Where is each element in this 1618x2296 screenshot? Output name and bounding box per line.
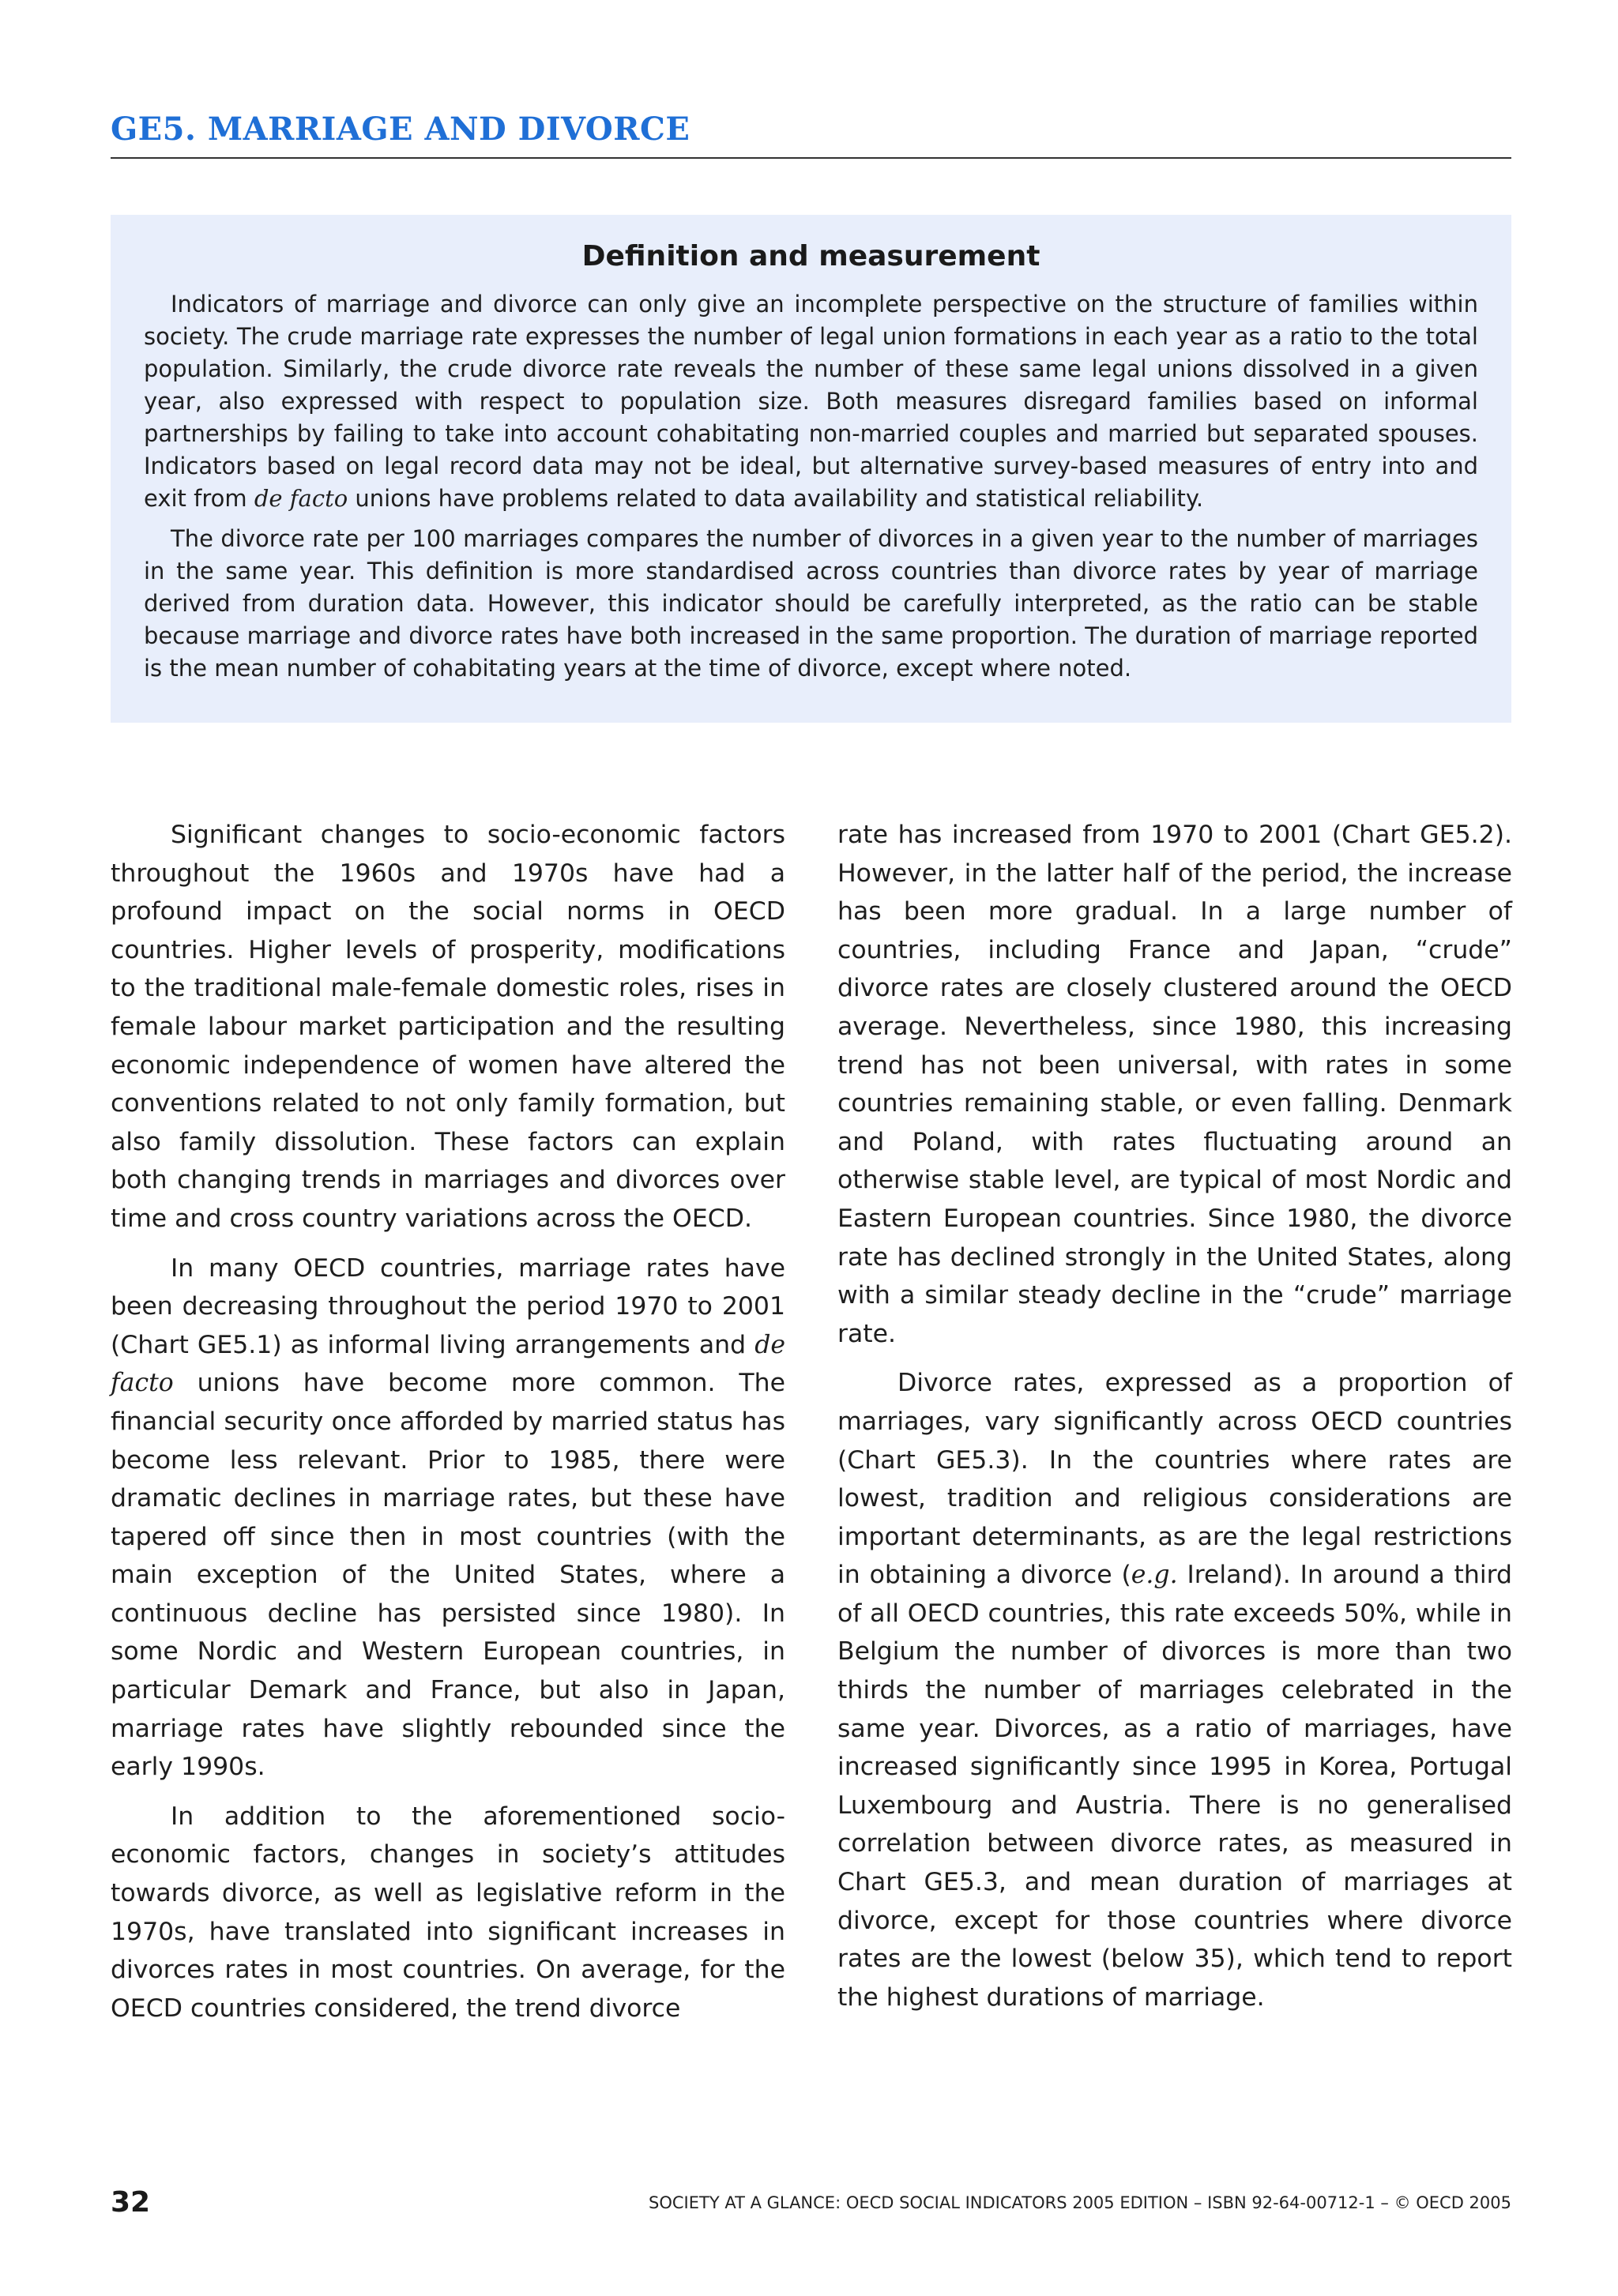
body-paragraph-1: Significant changes to socio-economic factors throughout the 1960s and 1970s have had a profound impact on the social norms in OECD countries. Higher levels of prosperity, modifications to the traditional male-female domestic roles, rises in female labour market participation and the resulting economic independence of women have altered the conventions related to not only family formation, but also family dissolution. These factors can explain both changing trends in marriages and divorces over time and cross country variations across the OECD. bbox=[111, 821, 785, 1233]
body-paragraph-2 bbox=[111, 1249, 785, 1787]
body-p4-text-b: Ireland). In around a third of all OECD countries, this rate exceeds 50%, while in Belgium the number of divorces is more than two thirds the number of marriages celebrated in the same year. Divorces, as a ratio of marriages, have increased significantly since 1995 in Korea, Portugal Luxembourg and Austria. There is no generalised correlation between divorce rates, as measured in Chart GE5.3, and mean duration of marriages at divorce, except for those countries where divorce rates are the lowest (below 35), which tend to report the highest durations of marriage. bbox=[837, 1561, 1512, 2012]
page-number: 32 bbox=[111, 2186, 151, 2219]
definition-box bbox=[111, 215, 1511, 723]
definition-paragraph-1 bbox=[144, 288, 1478, 515]
definition-paragraph-2: The divorce rate per 100 marriages compares the number of divorces in a given year to the number of marriages in the same year. This definition is more standardised across countries than divorce rates by year of marriage derived from duration data. However, this indicator should be carefully interpreted, as the ratio can be stable because marriage and divorce rates have both increased in the same proportion. The duration of marriage reported is the mean number of cohabitating years at the time of divorce, except where noted. bbox=[144, 525, 1478, 682]
definition-p1-text-b: unions have problems related to data availability and statistical reliability. bbox=[355, 485, 1204, 512]
body-paragraph-3-continued: rate has increased from 1970 to 2001 (Chart GE5.2). However, in the latter half of the period, the increase has been more gradual. In a large number of countries, including France and Japan, “crude” divorce rates are closely clustered around the OECD average. Nevertheless, since 1980, this increasing trend has not been universal, with rates in some countries remaining stable, or even falling. Denmark and Poland, with rates fluctuating around an otherwise stable level, are typical of most Nordic and Eastern European countries. Since 1980, the divorce rate has declined strongly in the United States, along with a similar steady decline in the “crude” marriage rate. bbox=[837, 821, 1512, 1348]
body-column-right bbox=[837, 816, 1512, 2027]
body-p2-text-b: unions have become more common. The financial security once afforded by married status has become less relevant. Prior to 1985, there were dramatic declines in marriage rates, but these have tapered off since then in most countries (with the main exception of the United States, where a continuous decline has persisted since 1980). In some Nordic and Western European countries, in particular Demark and France, but also in Japan, marriage rates have slightly rebounded since the early 1990s. bbox=[111, 1369, 785, 1782]
body-p4-text-a: Divorce rates, expressed as a proportion of marriages, vary significantly across OECD countries (Chart GE5.3). In the countries where rates are lowest, tradition and religious considerations are important determinants, as are the legal restrictions in obtaining a divorce ( bbox=[837, 1369, 1512, 1590]
body-paragraph-3-start: In addition to the aforementioned socio-economic factors, changes in society’s attitudes towards divorce, as well as legislative reform in the 1970s, have translated into significant increases in divorces rates in most countries. On average, for the OECD countries considered, the trend divorce bbox=[111, 1802, 785, 2023]
definition-p1-text-a: Indicators of marriage and divorce can only give an incomplete perspective on the structure of families within society. The crude marriage rate expresses the number of legal union formations in each year as a ratio to the total population. Similarly, the crude divorce rate reveals the number of these same legal unions dissolved in a given year, also expressed with respect to population size. Both measures disregard families based on informal partnerships by failing to take into account cohabitating non-married couples and married but separated spouses. Indicators based on legal record data may not be ideal, but alternative survey-based measures of entry into and exit from bbox=[144, 291, 1478, 512]
body-p2-italic: de facto bbox=[111, 1330, 785, 1398]
body-p2-text-a: In many OECD countries, marriage rates have been decreasing throughout the period 1970 to 2001 (Chart GE5.1) as informal living arrangements and bbox=[111, 1253, 785, 1359]
body-paragraph-4 bbox=[837, 1364, 1512, 2016]
footer-citation: SOCIETY AT A GLANCE: OECD SOCIAL INDICATORS 2005 EDITION – ISBN 92-64-00712-1 – © OECD 2005 bbox=[649, 2193, 1511, 2212]
body-p4-italic: e.g. bbox=[1131, 1561, 1178, 1590]
definition-p1-italic: de facto bbox=[254, 485, 348, 512]
body-column-left bbox=[111, 816, 785, 2039]
page-title: GE5. MARRIAGE AND DIVORCE bbox=[111, 111, 690, 148]
title-divider bbox=[111, 157, 1511, 159]
definition-heading: Definition and measurement bbox=[581, 240, 1040, 272]
